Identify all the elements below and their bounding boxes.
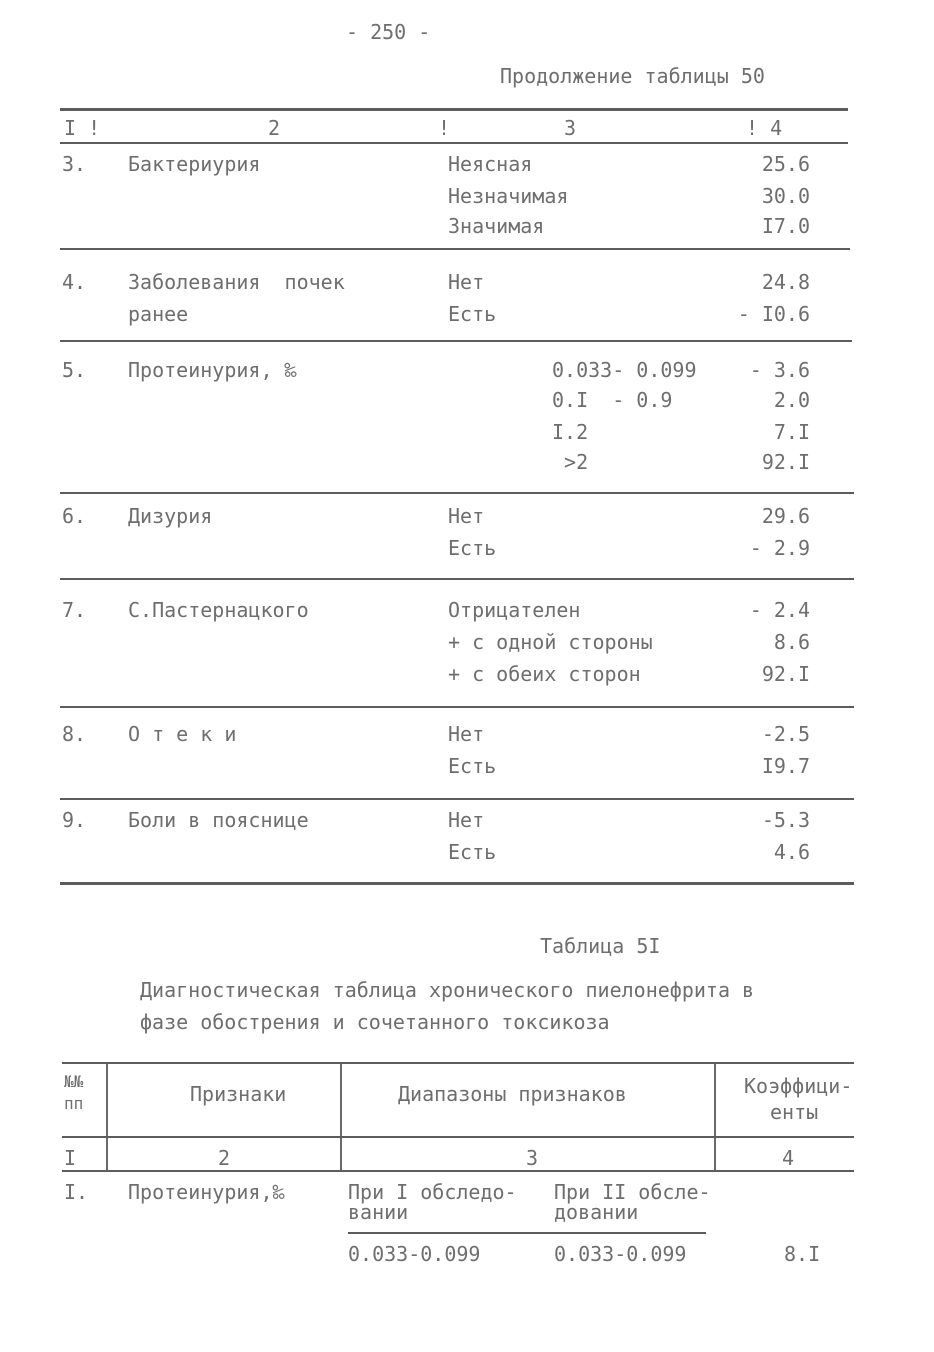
row-category: + с обеих сторон bbox=[448, 662, 641, 686]
header-coef: Коэффици- bbox=[744, 1074, 853, 1098]
row-value: I7.0 bbox=[761, 214, 810, 238]
row-label: Протеинурия, ‰ bbox=[128, 358, 297, 382]
row-category: Нет bbox=[448, 808, 485, 832]
subheader-exam1: При I обследо- bbox=[348, 1180, 517, 1204]
row-divider bbox=[60, 492, 854, 494]
row-value: -5.3 bbox=[761, 808, 810, 832]
row-label: ранее bbox=[128, 302, 189, 326]
row-category: Есть bbox=[448, 754, 497, 778]
row-divider bbox=[60, 340, 852, 342]
row-value: 8.6 bbox=[773, 630, 810, 654]
header-num: пп bbox=[64, 1094, 84, 1113]
row-value-exam2: 0.033-0.099 bbox=[554, 1242, 687, 1266]
header-col1: I ! bbox=[64, 116, 101, 140]
subheader-exam1: вании bbox=[348, 1200, 409, 1224]
header-ranges: Диапазоны признаков bbox=[398, 1082, 627, 1106]
row-value: - 3.6 bbox=[749, 358, 810, 382]
continuation-title: Продолжение таблицы 50 bbox=[500, 64, 765, 88]
table50-bottom-rule bbox=[60, 882, 854, 885]
row-category: >2 bbox=[552, 450, 589, 474]
subheader-exam2: довании bbox=[554, 1200, 639, 1224]
subheader-rule bbox=[348, 1232, 706, 1234]
table51-top-rule bbox=[62, 1062, 854, 1064]
row-label: Дизурия bbox=[128, 504, 213, 528]
col-number: I bbox=[64, 1146, 77, 1170]
row-value: 4.6 bbox=[773, 840, 810, 864]
row-label: Бактериурия bbox=[128, 152, 261, 176]
header-coef: енты bbox=[770, 1100, 819, 1124]
row-divider bbox=[60, 706, 854, 708]
row-label: О т е к и bbox=[128, 722, 237, 746]
row-value: -2.5 bbox=[761, 722, 810, 746]
row-category: Нет bbox=[448, 722, 485, 746]
row-category: Есть bbox=[448, 840, 497, 864]
row-number: 9. bbox=[62, 808, 87, 832]
row-value: 30.0 bbox=[761, 184, 810, 208]
row-label: С.Пастернацкого bbox=[128, 598, 309, 622]
row-value: I9.7 bbox=[761, 754, 810, 778]
table51-caption-line1: Диагностическая таблица хронического пиелонефрита в bbox=[140, 978, 755, 1002]
row-category: Незначимая bbox=[448, 184, 569, 208]
header-num: №№ bbox=[64, 1072, 84, 1091]
table50-header-rule bbox=[60, 142, 848, 144]
table51-label: Таблица 5I bbox=[540, 934, 661, 958]
row-number: 6. bbox=[62, 504, 87, 528]
header-sep: ! bbox=[438, 116, 451, 140]
col-number: 2 bbox=[218, 1146, 231, 1170]
row-divider bbox=[60, 578, 854, 580]
page-number: - 250 - bbox=[346, 20, 431, 44]
row-category: 0.I - 0.9 bbox=[552, 388, 673, 412]
row-value: 7.I bbox=[773, 420, 810, 444]
table51-col-separator bbox=[106, 1064, 108, 1170]
row-category: Есть bbox=[448, 536, 497, 560]
row-divider bbox=[60, 248, 850, 250]
row-value: 24.8 bbox=[761, 270, 810, 294]
header-signs: Признаки bbox=[190, 1082, 287, 1106]
row-number: 4. bbox=[62, 270, 87, 294]
row-category: Неясная bbox=[448, 152, 533, 176]
header-col3: 3 bbox=[564, 116, 577, 140]
row-number: I. bbox=[64, 1180, 89, 1204]
table50-top-rule bbox=[60, 108, 848, 111]
table51-caption-line2: фазе обострения и сочетанного токсикоза bbox=[140, 1010, 610, 1034]
header-col2: 2 bbox=[268, 116, 281, 140]
row-value: 25.6 bbox=[761, 152, 810, 176]
row-divider bbox=[60, 798, 854, 800]
row-value: 92.I bbox=[761, 662, 810, 686]
row-value: - I0.6 bbox=[737, 302, 810, 326]
row-value-exam1: 0.033-0.099 bbox=[348, 1242, 481, 1266]
row-label: Заболевания почек bbox=[128, 270, 345, 294]
row-coefficient: 8.I bbox=[784, 1242, 821, 1266]
table51-col-separator bbox=[340, 1064, 342, 1170]
row-category: I.2 bbox=[552, 420, 589, 444]
col-number: 4 bbox=[782, 1146, 795, 1170]
table51-colnum-rule bbox=[62, 1170, 854, 1172]
row-number: 3. bbox=[62, 152, 87, 176]
row-category: Нет bbox=[448, 270, 485, 294]
row-number: 7. bbox=[62, 598, 87, 622]
row-value: 29.6 bbox=[761, 504, 810, 528]
row-value: - 2.4 bbox=[749, 598, 810, 622]
row-label: Боли в пояснице bbox=[128, 808, 309, 832]
row-category: 0.033- 0.099 bbox=[552, 358, 697, 382]
row-number: 8. bbox=[62, 722, 87, 746]
row-value: 2.0 bbox=[773, 388, 810, 412]
row-category: Значимая bbox=[448, 214, 545, 238]
row-category: Отрицателен bbox=[448, 598, 581, 622]
subheader-exam2: При II обсле- bbox=[554, 1180, 711, 1204]
row-category: + с одной стороны bbox=[448, 630, 653, 654]
row-category: Нет bbox=[448, 504, 485, 528]
row-label: Протеинурия,‰ bbox=[128, 1180, 285, 1204]
table51-header-rule bbox=[62, 1136, 854, 1138]
header-col4: ! 4 bbox=[746, 116, 783, 140]
col-number: 3 bbox=[526, 1146, 539, 1170]
table51-col-separator bbox=[714, 1064, 716, 1170]
row-value: - 2.9 bbox=[749, 536, 810, 560]
row-number: 5. bbox=[62, 358, 87, 382]
row-category: Есть bbox=[448, 302, 497, 326]
row-value: 92.I bbox=[761, 450, 810, 474]
